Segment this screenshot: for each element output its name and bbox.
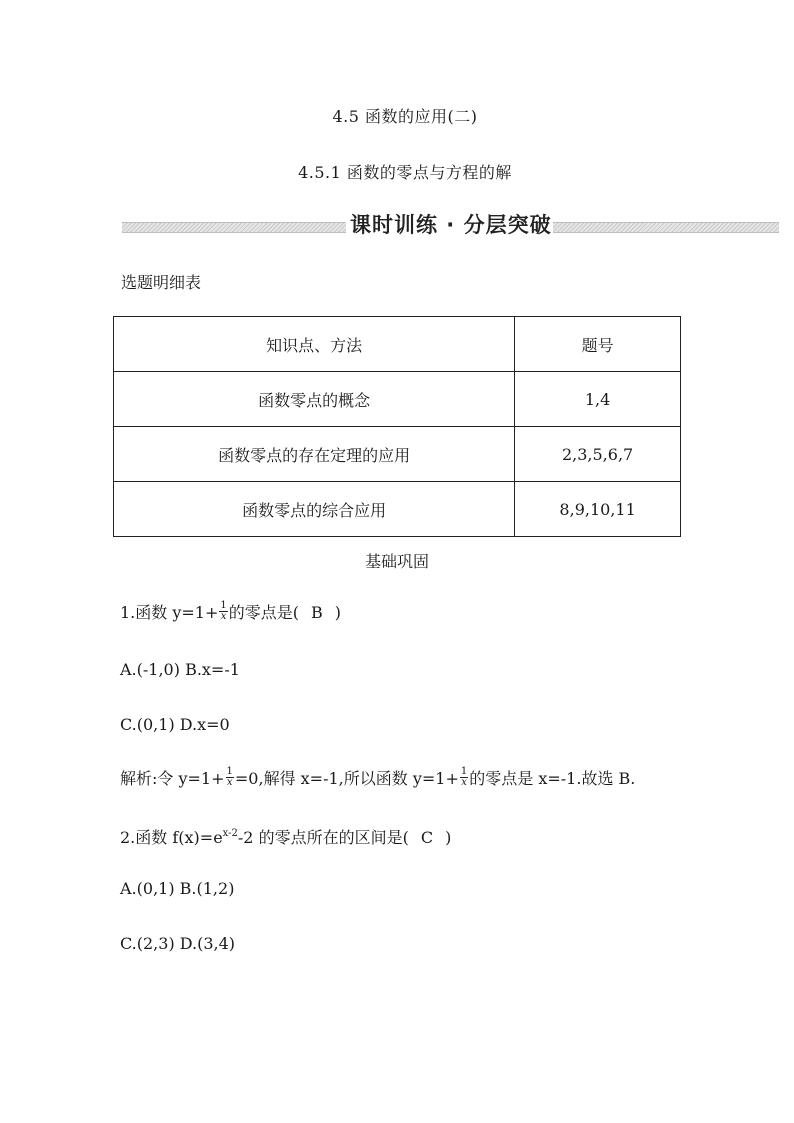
- table-cell-topic: 函数零点的综合应用: [114, 482, 515, 537]
- q1-solution-part2: =0,解得 x=-1,所以函数 y=1+: [234, 769, 459, 788]
- q1-prefix: 1.函数 y=1+: [120, 603, 219, 622]
- q1-sol-frac-num: 1: [226, 766, 233, 777]
- table-cell-topic: 函数零点的存在定理的应用: [114, 427, 515, 482]
- table-row: [114, 372, 681, 427]
- table-header-row: [114, 317, 681, 372]
- q1-close: ): [334, 603, 342, 622]
- subsection-title: 4.5.1 函数的零点与方程的解: [298, 163, 512, 182]
- table-cell-numbers: 2,3,5,6,7: [515, 427, 681, 482]
- q1-solution-fraction-1: [226, 767, 234, 788]
- q2-answer: C: [420, 828, 434, 847]
- q1-solution-part3: 的零点是 x=-1.故选 B.: [469, 769, 636, 788]
- table-caption: 选题明细表: [121, 273, 202, 292]
- table-cell-numbers: 8,9,10,11: [515, 482, 681, 537]
- q1-answer: B: [311, 603, 323, 622]
- q2-close: ): [445, 828, 452, 847]
- question-1: [120, 600, 341, 624]
- banner-left-bar: [122, 222, 346, 233]
- banner-right-bar: [553, 222, 779, 233]
- q1-sol-frac2-num: 1: [460, 766, 468, 777]
- topic-table: [113, 316, 681, 537]
- q2-exponent: x-2: [222, 828, 238, 839]
- q2-prefix: 2.函数 f(x)=e: [120, 828, 223, 847]
- q1-sol-frac2-den: x: [461, 777, 467, 788]
- q1-options-row-1: A.(-1,0) B.x=-1: [120, 660, 240, 679]
- q2-suffix: -2 的零点所在的区间是(: [237, 828, 409, 847]
- table-header-topic: 知识点、方法: [114, 317, 515, 372]
- q1-frac-num: 1: [220, 600, 227, 611]
- table-header-numbers: 题号: [515, 317, 681, 372]
- q1-options-row-2: C.(0,1) D.x=0: [120, 715, 230, 734]
- q1-solution: [120, 766, 635, 790]
- table-cell-numbers: 1,4: [515, 372, 681, 427]
- q1-fraction: [219, 601, 227, 622]
- banner-title: 课时训练 · 分层突破: [350, 213, 552, 237]
- q2-options-row-2: C.(2,3) D.(3,4): [120, 934, 236, 953]
- q1-frac-den: x: [220, 611, 227, 622]
- q1-solution-part1: 解析:令 y=1+: [120, 769, 225, 788]
- section-title: 4.5 函数的应用(二): [332, 107, 478, 126]
- q1-sol-frac-den: x: [226, 777, 233, 788]
- table-row: [114, 482, 681, 537]
- table-cell-topic: 函数零点的概念: [114, 372, 515, 427]
- table-row: [114, 427, 681, 482]
- q2-options-row-1: A.(0,1) B.(1,2): [120, 879, 235, 898]
- basic-heading: 基础巩固: [364, 552, 429, 571]
- q1-solution-fraction-2: [460, 767, 468, 788]
- question-2: [120, 825, 451, 848]
- q1-suffix: 的零点是(: [228, 603, 300, 622]
